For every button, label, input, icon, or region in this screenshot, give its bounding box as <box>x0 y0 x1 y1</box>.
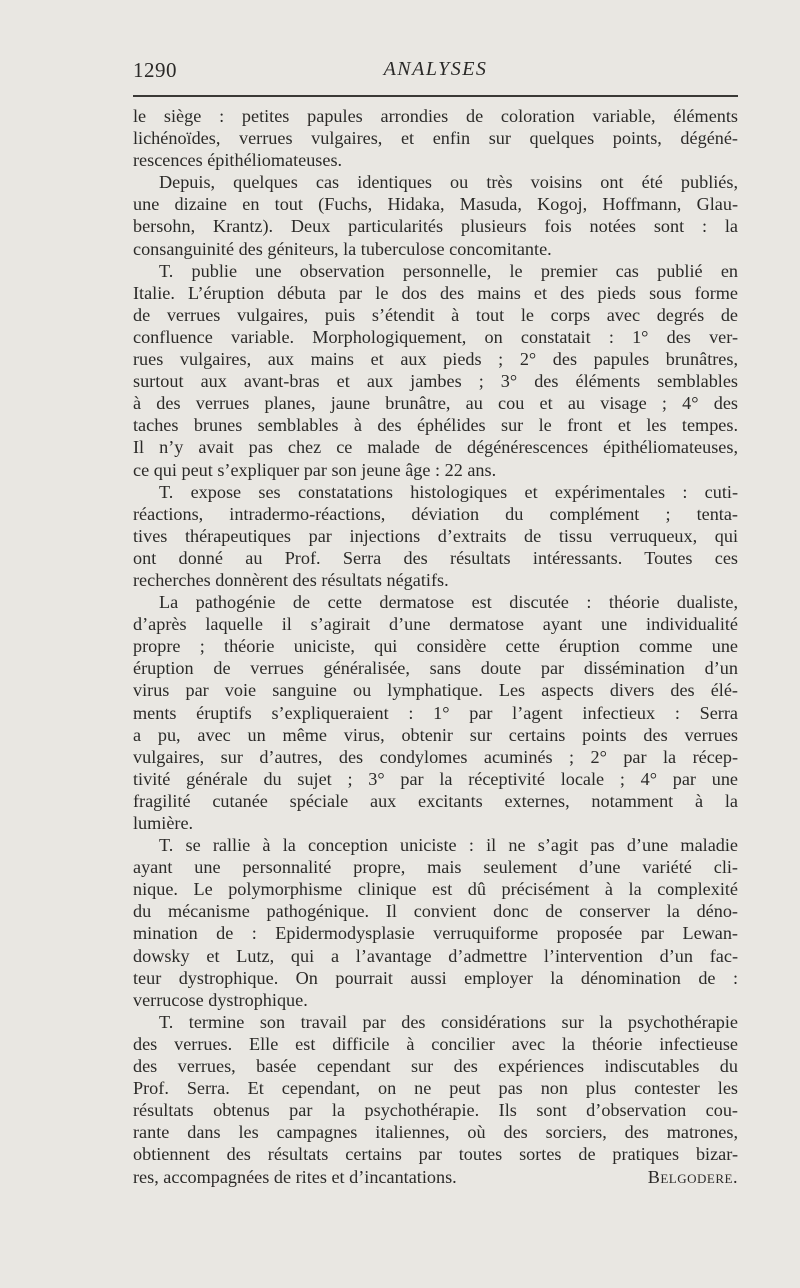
text-line <box>133 171 738 193</box>
line-text: nique. Le polymorphisme clinique est dû précisément à la complexité <box>133 879 738 900</box>
text-line <box>133 238 738 260</box>
line-text: éruption de verrues généralisée, sans doute par dissémination d’un <box>133 658 738 679</box>
text-line <box>133 1055 738 1077</box>
text-line <box>133 613 738 635</box>
author-signature: Belgodere. <box>647 1166 738 1187</box>
line-text: T. publie une observation personnelle, le premier cas publié en <box>159 260 738 281</box>
line-text: Prof. Serra. Et cependant, on ne peut pas non plus contester les <box>133 1078 738 1099</box>
line-text: lumière. <box>133 813 194 833</box>
line-text: T. termine son travail par des considérations sur la psychothérapie <box>159 1011 738 1032</box>
line-text: surtout aux avant-bras et aux jambes ; 3° des éléments semblables <box>133 371 738 392</box>
line-text: a pu, avec un même virus, obtenir sur certains points des verrues <box>133 724 738 745</box>
line-text: T. expose ses constatations histologiques et expérimentales : cuti- <box>159 481 738 502</box>
line-text: rues vulgaires, aux mains et aux pieds ; 2° des papules brunâtres, <box>133 349 738 370</box>
line-text: ont donné au Prof. Serra des résultats intéressants. Toutes ces <box>133 547 738 568</box>
line-text: des verrues, basée cependant sur des expériences indiscutables du <box>133 1056 738 1077</box>
text-line <box>133 304 738 326</box>
text-line <box>133 856 738 878</box>
line-text: rescences épithéliomateuses. <box>133 150 343 171</box>
text-line <box>133 547 738 569</box>
text-line <box>133 1033 738 1055</box>
text-line <box>133 768 738 790</box>
line-text: consanguinité des géniteurs, la tuberculose concomitante. <box>133 238 552 259</box>
text-line <box>133 282 738 304</box>
text-line <box>133 635 738 657</box>
line-text: tives thérapeutiques par injections d’extraits de tissu verruqueux, qui <box>133 525 738 546</box>
line-text: dowsky et Lutz, qui a l’avantage d’admettre l’intervention d’un fac- <box>133 945 738 966</box>
text-line <box>133 215 738 237</box>
text-line <box>133 724 738 746</box>
line-text: une dizaine en tout (Fuchs, Hidaka, Masuda, Kogoj, Hoffmann, Glau- <box>133 194 738 215</box>
line-text: de verrues vulgaires, puis s’étendit à tout le corps avec degrés de <box>133 304 738 325</box>
text-line <box>133 525 738 547</box>
text-line <box>133 193 738 215</box>
text-line <box>133 1143 738 1165</box>
line-text: obtiennent des résultats certains par toutes sortes de pratiques bizar- <box>133 1144 738 1165</box>
line-text: recherches donnèrent des résultats négatifs. <box>133 569 449 590</box>
line-text: d’après laquelle il s’agirait d’une dermatose ayant une individualité <box>133 614 738 635</box>
line-text: à des verrues planes, jaune brunâtre, au cou et au visage ; 4° des <box>133 393 738 414</box>
text-line <box>133 834 738 856</box>
line-text: teur dystrophique. On pourrait aussi employer la dénomination de : <box>133 967 738 988</box>
text-line <box>133 414 738 436</box>
line-text: propre ; théorie uniciste, qui considère cette éruption comme une <box>133 636 738 657</box>
running-title: ANALYSES <box>383 58 488 80</box>
text-line <box>133 945 738 967</box>
line-text: résultats obtenus par la psychothérapie. Ils sont d’observation cou- <box>133 1100 738 1121</box>
text-line <box>133 260 738 282</box>
line-text: des verrues. Elle est difficile à concilier avec la théorie infectieuse <box>133 1033 738 1054</box>
text-line <box>133 569 738 591</box>
line-text: tivité générale du sujet ; 3° par la réceptivité locale ; 4° par une <box>133 768 738 789</box>
line-text: ayant une personnalité propre, mais seulement d’une variété cli- <box>133 857 738 878</box>
line-text: vulgaires, sur d’autres, des condylomes acuminés ; 2° par la récep- <box>133 746 738 767</box>
text-line <box>133 1077 738 1099</box>
text-line <box>133 1011 738 1033</box>
line-text: virus par voie sanguine ou lymphatique. Les aspects divers des élé- <box>133 680 738 701</box>
text-line <box>133 127 738 149</box>
text-line <box>133 481 738 503</box>
text-line <box>133 149 738 171</box>
text-line <box>133 326 738 348</box>
text-line <box>133 1166 738 1188</box>
text-line <box>133 1099 738 1121</box>
text-line <box>133 812 738 834</box>
line-text: mination de : Epidermodysplasie verruquiforme proposée par Lewan- <box>133 923 738 944</box>
text-line <box>133 348 738 370</box>
line-text: Depuis, quelques cas identiques ou très voisins ont été publiés, <box>159 172 738 193</box>
text-line <box>133 436 738 458</box>
text-line <box>133 922 738 944</box>
line-text: La pathogénie de cette dermatose est discutée : théorie dualiste, <box>159 592 738 613</box>
line-text: ce qui peut s’expliquer par son jeune âge : 22 ans. <box>133 459 497 480</box>
text-line <box>133 459 738 481</box>
text-line <box>133 900 738 922</box>
line-text: taches brunes semblables à des éphélides sur le front et les tempes. <box>133 415 738 436</box>
line-text: rante dans les campagnes italiennes, où des sorciers, des matrones, <box>133 1122 738 1143</box>
line-text: res, accompagnées de rites et d’incantations. <box>133 1166 457 1187</box>
line-text: confluence variable. Morphologiquement, on constatait : 1° des ver- <box>133 326 738 347</box>
text-line <box>133 989 738 1011</box>
line-text: verrucose dystrophique. <box>133 989 308 1010</box>
line-text: bersohn, Krantz). Deux particularités plusieurs fois notées sont : la <box>133 216 738 237</box>
article-body <box>133 105 738 1188</box>
text-line <box>133 746 738 768</box>
line-text: Il n’y avait pas chez ce malade de dégénérescences épithéliomateuses, <box>133 437 738 458</box>
text-line <box>133 702 738 724</box>
text-line <box>133 503 738 525</box>
line-text: fragilité cutanée spéciale aux excitants externes, notamment à la <box>133 790 738 811</box>
header-rule <box>133 95 738 97</box>
line-text: réactions, intradermo-réactions, déviation du complément ; tenta- <box>133 503 738 524</box>
line-text: T. se rallie à la conception uniciste : il ne s’agit pas d’une maladie <box>159 835 738 856</box>
line-text: ments éruptifs s’expliqueraient : 1° par l’agent infectieux : Serra <box>133 702 738 723</box>
text-line <box>133 790 738 812</box>
line-text: le siège : petites papules arrondies de coloration variable, éléments <box>133 106 738 126</box>
line-text: Italie. L’éruption débuta par le dos des mains et des pieds sous forme <box>133 282 738 303</box>
text-line <box>133 679 738 701</box>
text-line <box>133 370 738 392</box>
text-line <box>133 878 738 900</box>
page-header <box>133 58 738 86</box>
text-line <box>133 1121 738 1143</box>
text-line <box>133 392 738 414</box>
text-line <box>133 967 738 989</box>
text-line <box>133 105 738 127</box>
page-number: 1290 <box>133 58 177 82</box>
line-text: lichénoïdes, verrues vulgaires, et enfin sur quelques points, dégéné- <box>133 128 738 149</box>
line-text: du mécanisme pathogénique. Il convient donc de conserver la déno- <box>133 901 738 922</box>
text-line <box>133 657 738 679</box>
text-line <box>133 591 738 613</box>
